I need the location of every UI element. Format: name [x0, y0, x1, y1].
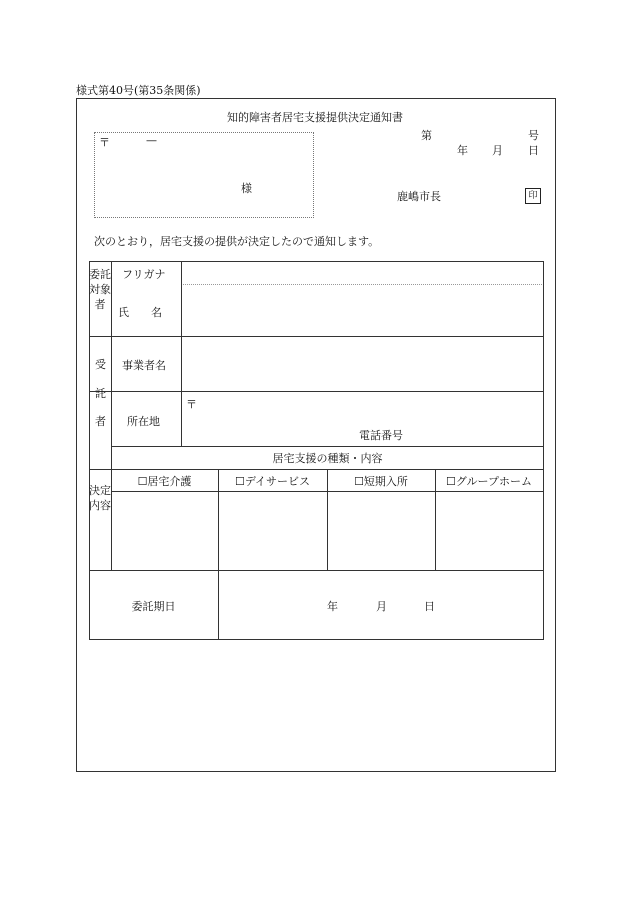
issue-month-label: 月: [492, 144, 503, 157]
support-type-home-care: ☐居宅介護: [137, 475, 192, 488]
recipient-address-box: [94, 132, 314, 218]
phone-label: 電話番号: [359, 429, 403, 442]
name-label: 氏 名: [118, 306, 162, 319]
period-month-label: 月: [376, 600, 387, 613]
postal-mark: 〒: [99, 136, 110, 149]
contractor-header-3: 者: [95, 415, 106, 428]
support-type-group-home: ☐グループホーム: [446, 475, 532, 488]
issue-year-label: 年: [457, 144, 468, 157]
contractor-header-2: 託: [95, 387, 106, 400]
support-types-header: 居宅支援の種類・内容: [272, 452, 383, 465]
intro-text: 次のとおり，居宅支援の提供が決定したので通知します。: [94, 235, 380, 248]
contractor-header-1: 受: [95, 358, 106, 371]
subject-header: 委託対象者: [89, 268, 111, 311]
period-label: 委託期日: [131, 600, 176, 613]
issue-day-label: 日: [528, 144, 539, 157]
form-number-caption: 様式第40号(第35条関係): [76, 84, 201, 97]
issuer-name: 鹿嶋市長: [397, 190, 441, 203]
location-label: 所在地: [127, 415, 160, 428]
decision-table: [89, 261, 544, 640]
business-name-label: 事業者名: [122, 359, 166, 372]
period-year-label: 年: [327, 600, 338, 613]
postal-dash: —: [146, 134, 157, 147]
support-type-day-service: ☐デイサービス: [234, 475, 311, 488]
location-postal-mark: 〒: [186, 398, 197, 411]
honorific-sama: 様: [241, 182, 252, 195]
issue-number-suffix: 号: [528, 129, 539, 142]
decision-header: 決定内容: [89, 484, 111, 512]
document-title: 知的障害者居宅支援提供決定通知書: [227, 111, 403, 124]
issue-number-prefix: 第: [421, 129, 432, 142]
period-day-label: 日: [424, 600, 435, 613]
support-type-short-stay: ☐短期入所: [354, 475, 408, 488]
seal-mark: 印: [525, 188, 541, 204]
furigana-label: フリガナ: [122, 268, 166, 281]
